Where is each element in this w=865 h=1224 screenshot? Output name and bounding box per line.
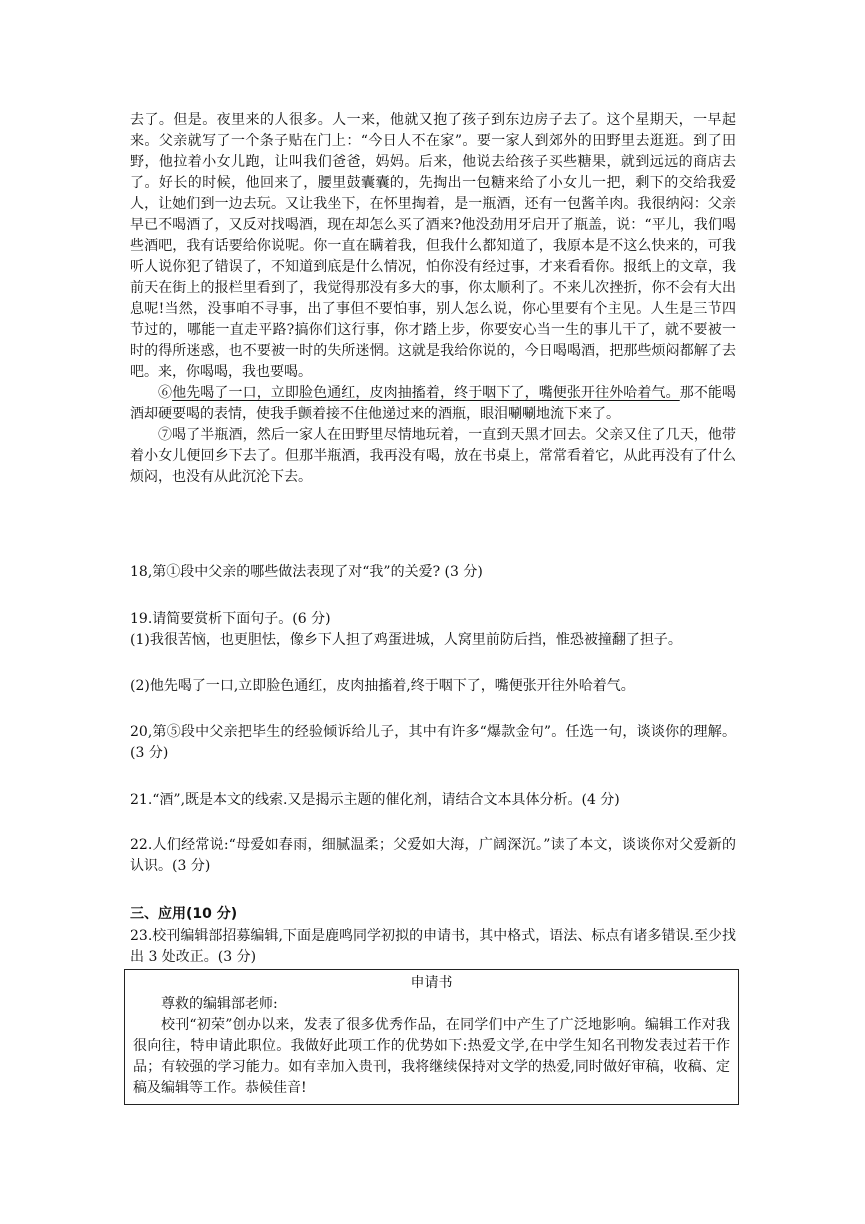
question-22: 22.人们经常说:“母爱如春雨，细腻温柔；父爱如大海，广阔深沉。”读了本文，谈谈你对父爱新的认识。(3 分) [130, 837, 736, 874]
question-20: 20,第⑤段中父亲把毕生的经验倾诉给儿子，其中有许多“爆款金句”。任选一句，谈谈你的理解。(3 分) [130, 724, 736, 761]
paragraph-number: ⑥ [158, 385, 173, 401]
letter-salutation: 尊救的编辑部老师: [161, 996, 278, 1012]
story-paragraph-5: 去了。但是。夜里来的人很多。人一来，他就又抱了孩子到东边房子去了。这个星期天，一早起来。父亲就写了一个条子贴在门上：“今日人不在家”。要一家人到郊外的田野里去逛逛。到了田野，他拉着小女儿跑，让叫我们爸爸，妈妈。后来，他说去给孩子买些糖果，就到远远的商店去了。好长的时候，他回来了，腰里鼓囊囊的，先掏出一包糖来给了小女儿一把，剩下的交给我爱人，让她们到一边去玩。又让我坐下，在怀里掏着，是一瓶酒，还有一包酱羊肉。我很纳闷：父亲早已不喝酒了，又反对找喝酒，现在却怎么买了酒来?他没劲用牙启开了瓶盖，说：“平儿，我们喝些酒吧，我有话要给你说呢。你一直在瞒着我，但我什么都知道了，我原本是不这么快来的，可我听人说你犯了错误了，不知道到底是什么情况，怕你没有经过事，才来看看你。报纸上的文章，我前天在街上的报栏里看到了，我觉得那没有多大的事，你太顺利了。不来儿次挫折，你不会有大出息呢!当然，没事咱不寻事，出了事但不要怕事，别人怎么说，你心里要有个主见。人生是三节四节过的，哪能一直走平路?搞你们这行事，你才踏上步，你要安心当一生的事儿干了，就不要被一时的得所迷惑，也不要被一时的失所迷惘。这就是我给你说的，今日喝喝酒，把那些烦闷都解了去吧。来，你喝喝，我也要喝。 [130, 112, 736, 380]
question-19: 19.请简要赏析下面句子。(6 分) [130, 611, 331, 627]
question-19-item-2: (2)他先喝了一口,立即脸色通红，皮肉抽搐着,终于咽下了，嘴便张开往外哈着气。 [130, 678, 635, 694]
question-21: 21.“酒”,既是本文的线索.又是揭示主题的催化剂，请结合文本具体分析。(4 分) [130, 792, 620, 808]
question-19-item-1: (1)我很苦恼，也更胆怯，像乡下人担了鸡蛋进城，人窝里前防后挡，惟恐被撞翻了担子。 [130, 632, 682, 648]
question-23: 23.校刊编辑部招募编辑,下面是鹿鸣同学初拟的申请书，其中格式，语法、标点有诸多错误.至少找出 3 处改正。(3 分) [130, 928, 736, 965]
application-letter-box [124, 969, 739, 1105]
paragraph-6-rest: 那不能喝酒却硬要喝的表情，使我手颤着接不住他递过来的酒瓶，眼泪唰唰地流下来了。 [130, 385, 737, 422]
letter-title: 申请书 [410, 975, 453, 991]
underlined-sentence: 他先喝了一口，立即脸色通红，皮肉抽搐着，终于咽下了，嘴便张开往外哈着气。 [172, 385, 680, 401]
section-3-heading: 三、应用(10 分) [130, 906, 238, 922]
question-18: 18,第①段中父亲的哪些做法表现了对“我”的关爱? (3 分) [130, 564, 483, 580]
story-passage [130, 110, 736, 488]
story-paragraph-7: ⑦喝了半瓶酒，然后一家人在田野里尽情地玩着，一直到天黑才回去。父亲又住了几天，他带着小女儿便回乡下去了。但那半瓶酒，我再没有喝，放在书桌上，常常看着它，从此再没有了什么烦闷，也没有从此沉沦下去。 [130, 427, 736, 485]
letter-body: 校刊“初荣”创办以来，发表了很多优秀作品，在同学们中产生了广泛地影响。编辑工作对我很向往，特申请此职位。我做好此项工作的优势如下:热爱文学,在中学生知名刊物发表过若干作品；有较强的学习能力。如有幸加入贵刊，我将继续保持对文学的热爱,同时做好审稿，收稿、定稿及编辑等工作。恭候佳音! [133, 1017, 730, 1096]
story-paragraph-6 [130, 383, 736, 425]
